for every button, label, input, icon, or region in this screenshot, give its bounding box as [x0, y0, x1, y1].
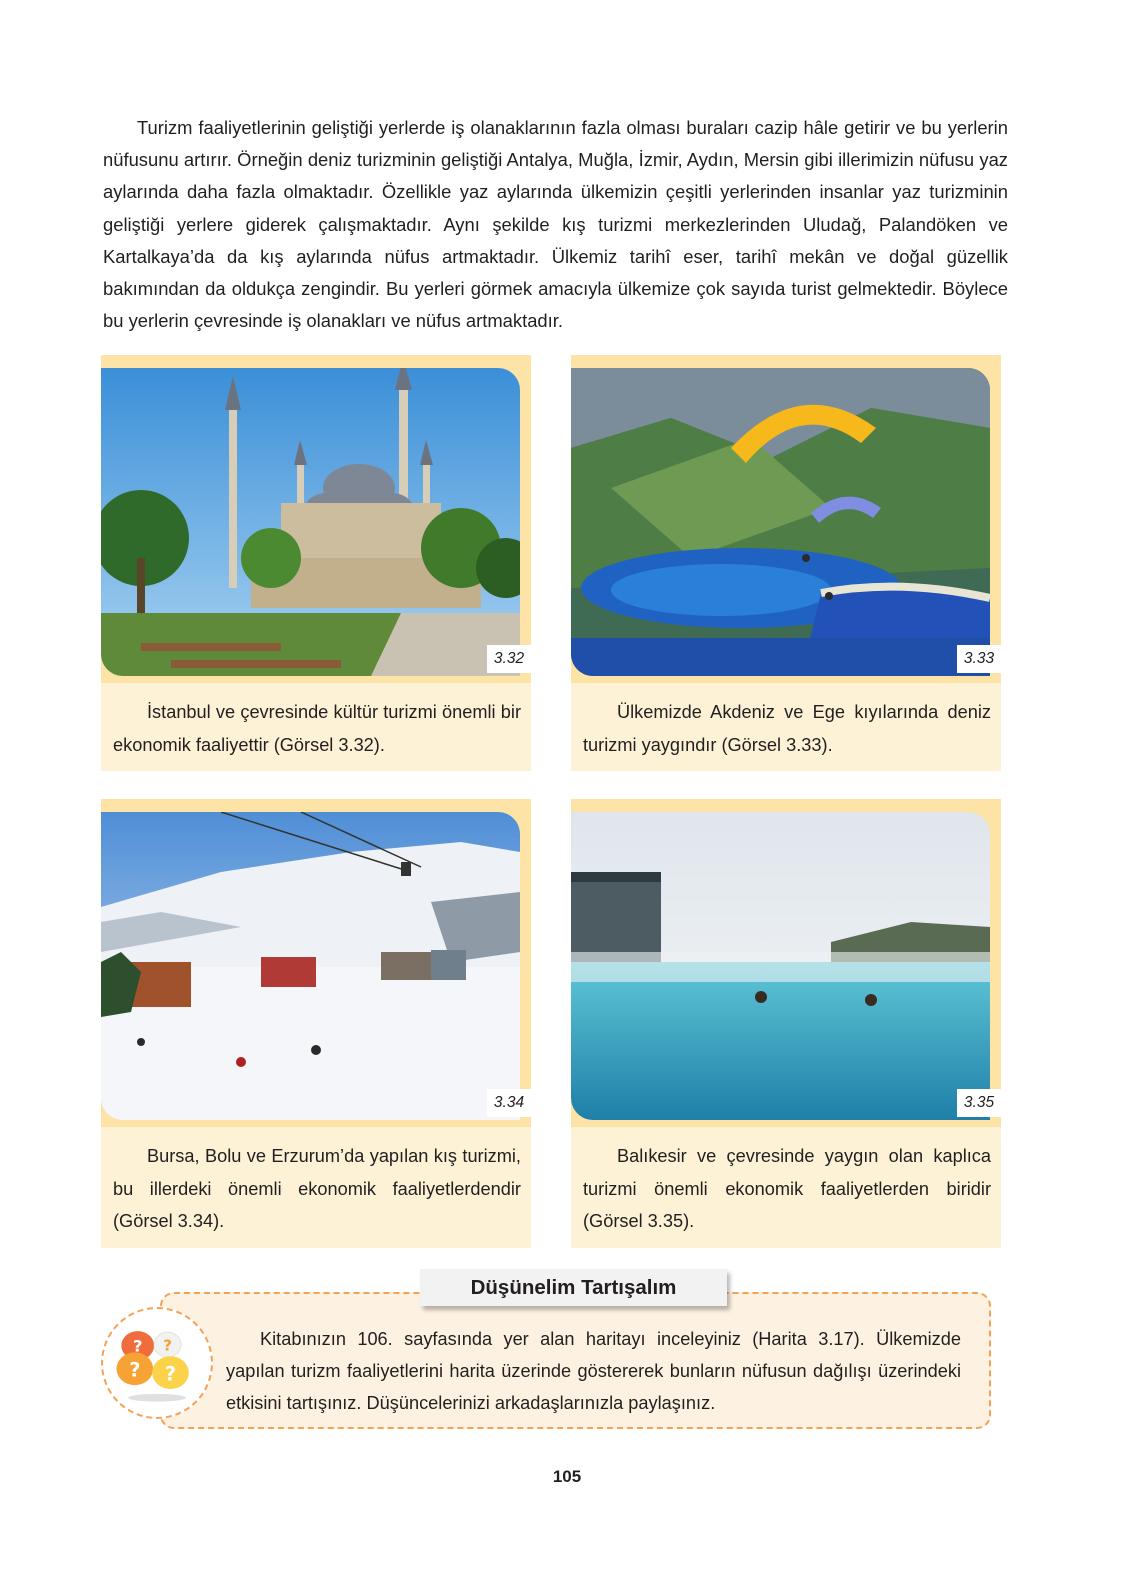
svg-text:?: ? — [164, 1362, 177, 1386]
caption-text: Ülkemizde Akdeniz ve Ege kıyılarında deniz turizmi yaygındır (Görsel 3.33). — [583, 702, 991, 755]
figure-caption — [101, 1127, 531, 1248]
figure-number: 3.34 — [487, 1089, 531, 1117]
intro-paragraph — [103, 112, 1008, 337]
svg-text:?: ? — [129, 1358, 141, 1382]
question-bubbles-icon — [101, 1307, 213, 1419]
page-number: 105 — [552, 1467, 582, 1486]
caption-text: Bursa, Bolu ve Erzurum’da yapılan kış turizmi, bu illerdeki önemli ekonomik faaliyetlerdendir (Görsel 3.34). — [113, 1146, 521, 1231]
intro-text: Turizm faaliyetlerinin geliştiği yerlerde iş olanaklarının fazla olması buraları cazip hâle getirir ve bu yerlerin nüfusunu artırır. Örneğin deniz turizminin geliştiği Antalya, Muğla, İzmir, Aydın, Mersin gibi illerimizin nüfusu yaz aylarında daha fazla olmaktadır. Özellikle yaz aylarında ülkemizin çeşitli yerlerinden insanlar yaz turizminin geliştiği yerlere giderek çalışmaktadır. Aynı şekilde kış turizmi merkezlerinden Uludağ, Palandöken ve Kartalkaya’da da kış aylarında nüfus artmaktadır. Ülkemiz tarihî eser, tarihî mekân ve doğal güzellik bakımından da oldukça zengindir. Bu yerleri görmek amacıyla ülkemize çok sayıda turist gelmektedir. Böylece bu yerlerin çevresinde iş olanakları ve nüfus artmaktadır. — [103, 117, 1008, 332]
figure-caption — [571, 683, 1001, 771]
figure-caption — [101, 683, 531, 771]
svg-text:?: ? — [163, 1336, 173, 1355]
figure-number: 3.33 — [957, 645, 1001, 673]
thermal-pool-photo — [571, 812, 990, 1120]
caption-text: Balıkesir ve çevresinde yaygın olan kaplıca turizmi önemli ekonomik faaliyetlerden biridir (Görsel 3.35). — [583, 1146, 991, 1231]
paragliding-lagoon-photo — [571, 368, 990, 676]
mosque-photo — [101, 368, 520, 676]
discussion-text — [226, 1323, 961, 1419]
svg-text:?: ? — [132, 1336, 143, 1356]
caption-text: İstanbul ve çevresinde kültür turizmi önemli bir ekonomik faaliyettir (Görsel 3.32). — [113, 702, 521, 755]
figure-number: 3.35 — [957, 1089, 1001, 1117]
ski-resort-photo — [101, 812, 520, 1120]
discussion-body: Kitabınızın 106. sayfasında yer alan haritayı inceleyiniz (Harita 3.17). Ülkemizde yapılan turizm faaliyetlerini harita üzerinde göstererek bunların nüfusun dağılışı üzerindeki etkisini tartışınız. Düşüncelerinizi arkadaşlarınızla paylaşınız. — [226, 1329, 961, 1413]
discussion-title: Düşünelim Tartışalım — [420, 1269, 727, 1306]
figure-caption — [571, 1127, 1001, 1248]
figure-number: 3.32 — [487, 645, 531, 673]
